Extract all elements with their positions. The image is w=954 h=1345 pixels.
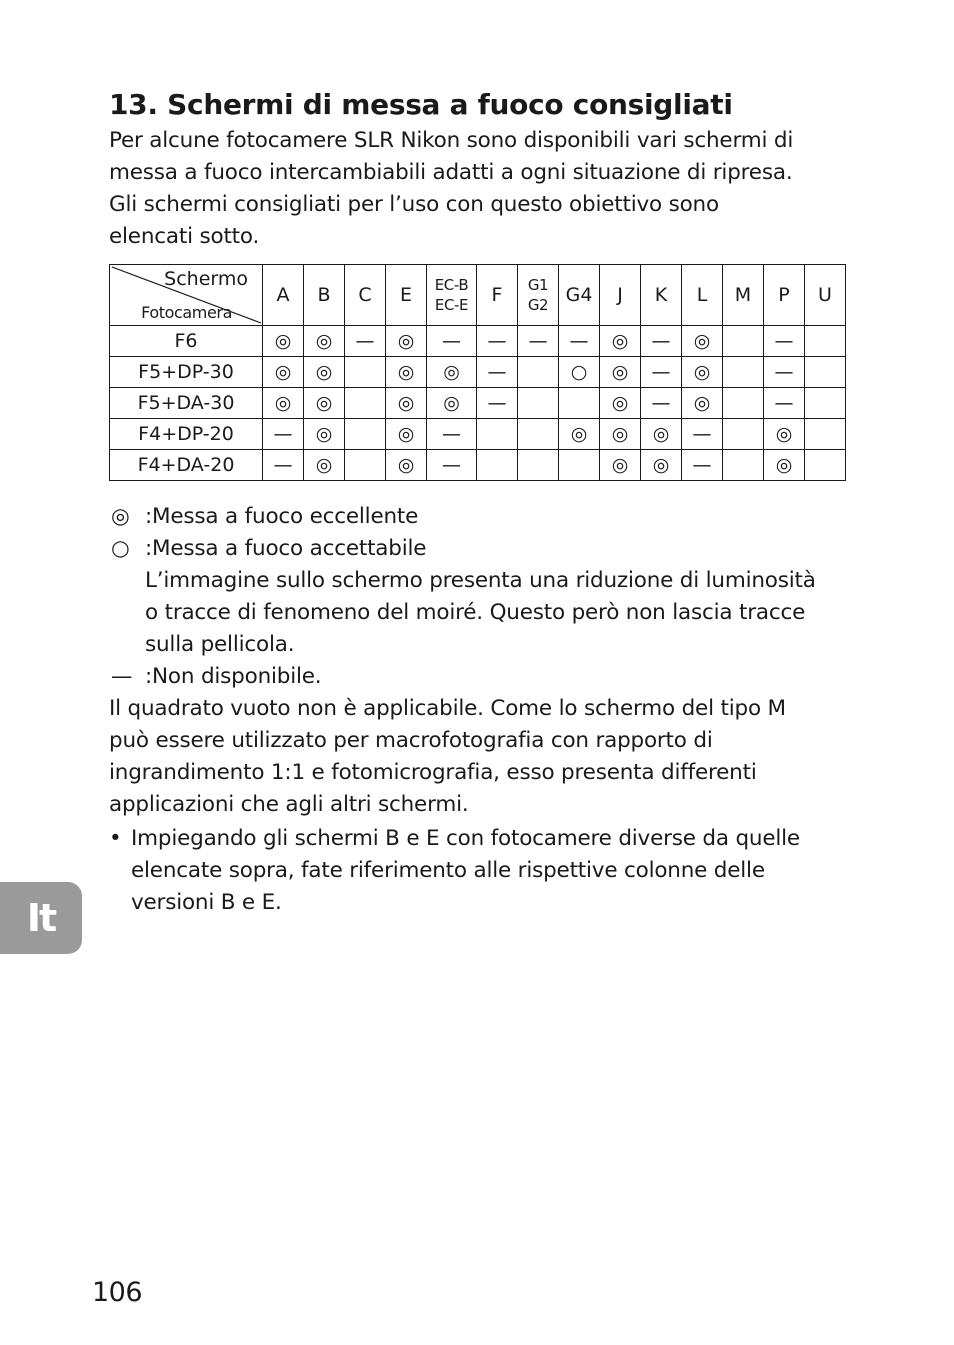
compatibility-cell: — xyxy=(518,326,559,357)
compatibility-cell: ◎ xyxy=(600,450,641,481)
compatibility-cell: ◎ xyxy=(641,419,682,450)
note-line: Il quadrato vuoto non è applicabile. Come lo schermo del tipo M xyxy=(109,696,786,721)
language-tab: It xyxy=(0,882,82,954)
camera-cell: F5+DP-30 xyxy=(110,357,263,388)
legend-note-line: sulla pellicola. xyxy=(145,632,295,657)
compatibility-cell xyxy=(559,388,600,419)
column-header: A xyxy=(263,265,304,326)
compatibility-cell: ◎ xyxy=(304,326,345,357)
intro-line: elencati sotto. xyxy=(109,224,260,249)
legend-excellent xyxy=(109,501,849,533)
compatibility-cell: — xyxy=(263,419,304,450)
compatibility-cell: — xyxy=(263,450,304,481)
compatibility-cell xyxy=(723,450,764,481)
table-corner-cell xyxy=(110,265,263,326)
compatibility-cell xyxy=(805,388,846,419)
compatibility-cell: ◎ xyxy=(386,326,427,357)
column-label: EC-B xyxy=(434,276,469,294)
legend-text: :Non disponibile. xyxy=(145,664,322,689)
column-header: C xyxy=(345,265,386,326)
empty-square-note xyxy=(109,693,849,821)
compatibility-cell: ◎ xyxy=(386,419,427,450)
compatibility-cell: — xyxy=(682,419,723,450)
table-row xyxy=(110,326,846,357)
compatibility-cell: ◎ xyxy=(641,450,682,481)
compatibility-cell xyxy=(805,326,846,357)
compatibility-cell xyxy=(723,326,764,357)
compatibility-cell xyxy=(477,419,518,450)
table-row xyxy=(110,357,846,388)
corner-label-camera: Fotocamera xyxy=(141,303,232,322)
dash-icon: — xyxy=(111,664,133,689)
compatibility-cell: ◎ xyxy=(427,357,477,388)
compatibility-cell: — xyxy=(764,357,805,388)
legend-acceptable xyxy=(109,533,849,565)
bullet-line: versioni B e E. xyxy=(131,890,282,915)
compatibility-cell xyxy=(559,450,600,481)
compatibility-cell: ◎ xyxy=(427,388,477,419)
camera-cell: F6 xyxy=(110,326,263,357)
compatibility-cell: ◎ xyxy=(304,419,345,450)
column-header: U xyxy=(805,265,846,326)
camera-cell: F4+DA-20 xyxy=(110,450,263,481)
compatibility-cell xyxy=(805,450,846,481)
legend xyxy=(109,501,849,693)
compatibility-cell: — xyxy=(559,326,600,357)
legend-note xyxy=(109,565,849,661)
compatibility-cell: ◎ xyxy=(682,388,723,419)
compatibility-cell: — xyxy=(641,326,682,357)
column-header: P xyxy=(764,265,805,326)
camera-cell: F4+DP-20 xyxy=(110,419,263,450)
camera-cell: F5+DA-30 xyxy=(110,388,263,419)
compatibility-cell: ◎ xyxy=(764,450,805,481)
note-line: ingrandimento 1:1 e fotomicrografia, esso presenta differenti xyxy=(109,760,757,785)
compatibility-cell: — xyxy=(477,388,518,419)
compatibility-cell: ◎ xyxy=(386,357,427,388)
compatibility-cell xyxy=(345,357,386,388)
compatibility-cell: — xyxy=(345,326,386,357)
compatibility-cell: — xyxy=(477,357,518,388)
bullet-line: elencate sopra, fate riferimento alle rispettive colonne delle xyxy=(131,858,765,883)
column-header: E xyxy=(386,265,427,326)
compatibility-cell: ○ xyxy=(559,357,600,388)
compatibility-cell: ◎ xyxy=(304,357,345,388)
intro-line: messa a fuoco intercambiabili adatti a ogni situazione di ripresa. xyxy=(109,160,793,185)
column-header: J xyxy=(600,265,641,326)
section-title: 13. Schermi di messa a fuoco consigliati xyxy=(109,88,733,121)
compatibility-cell: ◎ xyxy=(263,326,304,357)
column-label: G1 xyxy=(527,276,549,294)
compatibility-cell xyxy=(518,419,559,450)
compatibility-cell: — xyxy=(641,388,682,419)
compatibility-cell: ◎ xyxy=(600,419,641,450)
column-label: G2 xyxy=(527,296,549,314)
note-line: applicazioni che agli altri schermi. xyxy=(109,792,469,817)
legend-not-available xyxy=(109,661,849,693)
compatibility-cell: — xyxy=(764,388,805,419)
compatibility-cell: ◎ xyxy=(764,419,805,450)
compatibility-cell xyxy=(723,357,764,388)
table-row xyxy=(110,450,846,481)
legend-text: :Messa a fuoco eccellente xyxy=(145,504,419,529)
compatibility-cell xyxy=(723,388,764,419)
compatibility-cell: ◎ xyxy=(600,357,641,388)
column-header xyxy=(518,265,559,326)
focusing-screen-table xyxy=(109,264,846,481)
compatibility-cell: ◎ xyxy=(304,388,345,419)
compatibility-cell: — xyxy=(764,326,805,357)
intro-line: Gli schermi consigliati per l’uso con questo obiettivo sono xyxy=(109,192,719,217)
compatibility-cell xyxy=(345,388,386,419)
corner-label-screen: Schermo xyxy=(164,268,248,290)
double-circle-icon: ◎ xyxy=(111,504,130,529)
compatibility-cell: — xyxy=(427,419,477,450)
bullet-icon: • xyxy=(109,826,122,851)
column-label: EC-E xyxy=(434,296,469,314)
compatibility-cell: ◎ xyxy=(263,388,304,419)
circle-icon: ○ xyxy=(111,536,130,561)
compatibility-cell xyxy=(518,357,559,388)
column-header: G4 xyxy=(559,265,600,326)
compatibility-cell: — xyxy=(641,357,682,388)
compatibility-cell xyxy=(805,357,846,388)
page-number: 106 xyxy=(92,1277,143,1308)
compatibility-cell xyxy=(477,450,518,481)
table-row xyxy=(110,388,846,419)
compatibility-cell: ◎ xyxy=(559,419,600,450)
column-header: M xyxy=(723,265,764,326)
compatibility-cell: ◎ xyxy=(600,326,641,357)
compatibility-cell: ◎ xyxy=(682,357,723,388)
compatibility-cell: ◎ xyxy=(304,450,345,481)
bullet-line: Impiegando gli schermi B e E con fotocamere diverse da quelle xyxy=(131,826,800,851)
table-header-row xyxy=(110,265,846,326)
compatibility-cell: ◎ xyxy=(600,388,641,419)
compatibility-cell xyxy=(805,419,846,450)
compatibility-cell: — xyxy=(427,450,477,481)
column-header: L xyxy=(682,265,723,326)
compatibility-cell: ◎ xyxy=(386,388,427,419)
compatibility-cell: — xyxy=(477,326,518,357)
legend-text: :Messa a fuoco accettabile xyxy=(145,536,427,561)
compatibility-cell xyxy=(518,450,559,481)
column-header xyxy=(427,265,477,326)
compatibility-cell xyxy=(345,419,386,450)
compatibility-cell: — xyxy=(682,450,723,481)
intro-line: Per alcune fotocamere SLR Nikon sono disponibili vari schermi di xyxy=(109,128,794,153)
compatibility-cell xyxy=(723,419,764,450)
compatibility-cell xyxy=(518,388,559,419)
column-header: B xyxy=(304,265,345,326)
compatibility-cell: — xyxy=(427,326,477,357)
table-row xyxy=(110,419,846,450)
compatibility-cell xyxy=(345,450,386,481)
intro-paragraph xyxy=(109,125,849,253)
compatibility-cell: ◎ xyxy=(682,326,723,357)
compatibility-cell: ◎ xyxy=(386,450,427,481)
note-line: può essere utilizzato per macrofotografia con rapporto di xyxy=(109,728,713,753)
column-header: K xyxy=(641,265,682,326)
compatibility-cell: ◎ xyxy=(263,357,304,388)
legend-note-line: o tracce di fenomeno del moiré. Questo però non lascia tracce xyxy=(145,600,806,625)
column-header: F xyxy=(477,265,518,326)
legend-note-line: L’immagine sullo schermo presenta una riduzione di luminosità xyxy=(145,568,816,593)
